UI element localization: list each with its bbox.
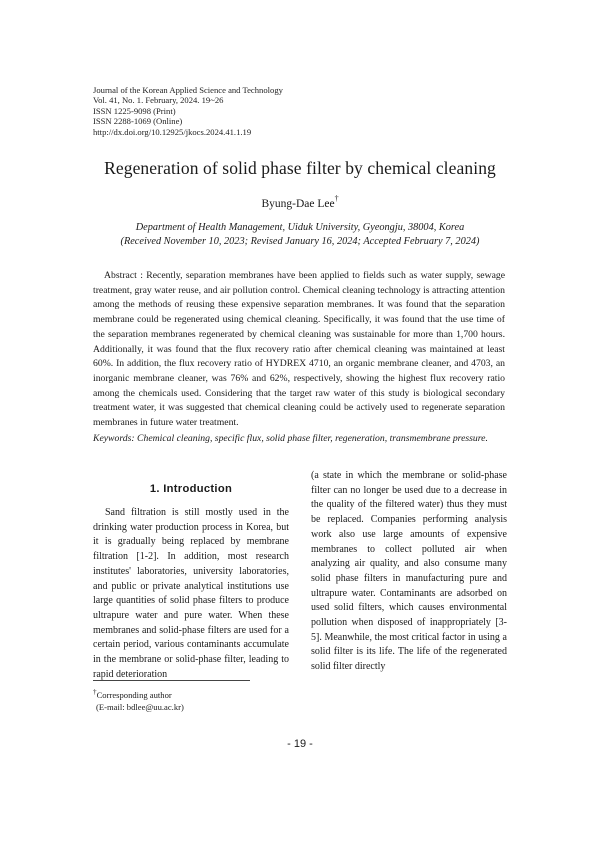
affiliation: Department of Health Management, Uiduk University, Gyeongju, 38004, Korea	[135, 222, 465, 233]
abstract	[93, 269, 505, 431]
body-text-left-column: Sand filtration is still mostly used in the drinking water production process in Korea, but it is gradually being replaced by membrane filtration [1-2]. In addition, most research institutes' laboratories, university laboratories, and public or private analytical institutions use large quantities of solid phase filters to produce ultrapure water and pure water. When these membranes and solid-phase filters are used for a certain period, various contaminants accumulate in the membrane or solid-phase filter, leading to rapid deterioration	[93, 507, 289, 680]
footnote-corresponding: Corresponding author	[96, 689, 172, 700]
journal-name: Journal of the Korean Applied Science and Technology	[93, 85, 283, 95]
corresponding-mark: †	[334, 194, 339, 203]
section-heading: 1. Introduction	[149, 483, 233, 495]
journal-volume: Vol. 41, No. 1. February, 2024. 19~26	[93, 95, 224, 106]
footnote	[93, 686, 184, 714]
abstract-label: Abstract :	[104, 270, 143, 281]
keywords-label: Keywords:	[93, 433, 135, 444]
issn-online: ISSN 2288-1069 (Online)	[93, 116, 183, 127]
keywords-text: Chemical cleaning, specific flux, solid phase filter, regeneration, transmembrane pressure.	[137, 433, 488, 444]
paper-title: Regeneration of solid phase filter by chemical cleaning	[104, 158, 496, 178]
footnote-email: (E-mail: bdlee@uu.ac.kr)	[96, 702, 184, 713]
abstract-text: Recently, separation membranes have been applied to fields such as water supply, sewage treatment, gray water reuse, and air pollution control. Chemical cleaning technology is attracting attention among the methods of reusing these expensive separation membranes. It was found that the separation membrane could be regenerated using chemical cleaning. Specifically, it was found that the use time of the separation membranes regenerated by chemical cleaning was sustainable for more than 1,700 hours. Additionally, it was found that the flux recovery ratio after chemical cleaning was maintained at least 60%. In addition, the flux recovery ratio of HYDREX 4710, an organic membrane cleaner, and 4703, an inorganic membrane cleaner, was 76% and 62%, respectively, showing the highest flux recovery ratio among the chemicals used. Considering that the target raw water of this study is biological secondary treatment water, it was suggested that chemical cleaning could be actively used to regenerate separation membranes in future water treatment.	[93, 270, 506, 429]
footnote-mark: †	[93, 688, 97, 696]
doi-link[interactable]: http://dx.doi.org/10.12925/jkocs.2024.41.1.19	[93, 126, 252, 137]
page-number: - 19 -	[287, 738, 313, 750]
affiliation-block	[0, 221, 600, 249]
submission-dates: (Received November 10, 2023; Revised January 16, 2024; Accepted February 7, 2024)	[120, 236, 480, 247]
author-line	[0, 195, 600, 210]
journal-header	[93, 85, 283, 137]
keywords	[93, 433, 513, 444]
issn-print: ISSN 1225-9098 (Print)	[93, 105, 176, 116]
author-name: Byung-Dae Lee	[261, 197, 335, 210]
body-text-right-column: (a state in which the membrane or solid-phase filter can no longer be used due to a decrease in the quality of the filtered water) thus they must be replaced. Companies performing analysis work also use large amounts of expensive membranes to collect polluted air when analyzing air quality, and also consume many solid phase filters in manufacturing pure and ultrapure water. Contaminants are adsorbed on used solid filters, which causes environmental pollution when disposed of inappropriately [3-5]. Meanwhile, the most critical factor in using a solid filter is its life. The life of the regenerated solid filter directly	[311, 470, 507, 673]
footnote-divider	[93, 680, 250, 681]
